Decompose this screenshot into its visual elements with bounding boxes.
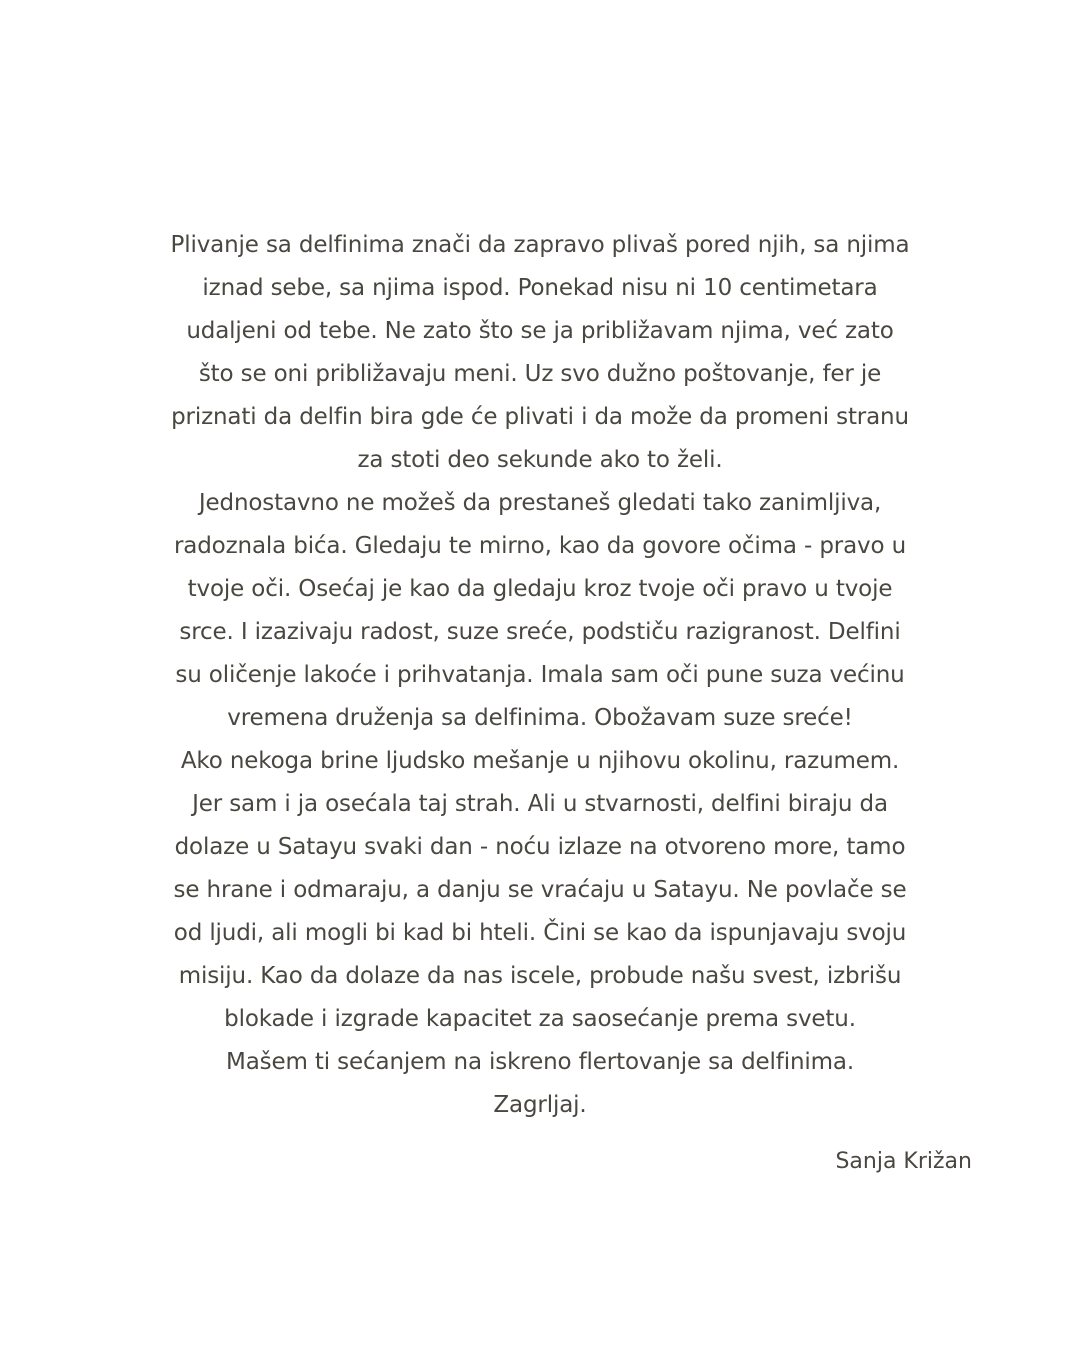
- letter-line-closing: Zagrljaj.: [493, 1092, 587, 1118]
- letter-line: Jednostavno ne možeš da prestaneš gledati tako zanimljiva,: [198, 490, 882, 516]
- signature: Sanja Križan: [835, 1149, 972, 1174]
- letter-line: od ljudi, ali mogli bi kad bi hteli. Čini se kao da ispunjavaju svoju: [173, 920, 907, 946]
- letter-line: Ako nekoga brine ljudsko mešanje u njihovu okolinu, razumem.: [180, 748, 900, 774]
- letter-line: udaljeni od tebe. Ne zato što se ja približavam njima, već zato: [186, 318, 894, 344]
- letter-line: su oličenje lakoće i prihvatanja. Imala sam oči pune suza većinu: [175, 662, 905, 688]
- letter-line: vremena druženja sa delfinima. Obožavam suze sreće!: [227, 705, 853, 731]
- letter-line: radoznala bića. Gledaju te mirno, kao da govore očima - pravo u: [173, 533, 906, 559]
- letter-line: se hrane i odmaraju, a danju se vraćaju u Satayu. Ne povlače se: [173, 877, 907, 903]
- letter-line: Plivanje sa delfinima znači da zapravo plivaš pored njih, sa njima: [170, 232, 910, 258]
- letter-line: blokade i izgrade kapacitet za saosećanje prema svetu.: [224, 1006, 856, 1032]
- letter-line: priznati da delfin bira gde će plivati i da može da promeni stranu: [171, 404, 909, 430]
- letter-line: srce. I izazivaju radost, suze sreće, podstiču razigranost. Delfini: [179, 619, 901, 645]
- letter-line: za stoti deo sekunde ako to želi.: [357, 447, 723, 473]
- letter-line: dolaze u Satayu svaki dan - noću izlaze na otvoreno more, tamo: [174, 834, 906, 860]
- letter-line: Jer sam i ja osećala taj strah. Ali u stvarnosti, delfini biraju da: [192, 791, 888, 817]
- letter-line: Mašem ti sećanjem na iskreno flertovanje sa delfinima.: [226, 1049, 854, 1075]
- letter-line: što se oni približavaju meni. Uz svo dužno poštovanje, fer je: [198, 361, 882, 387]
- letter-line: tvoje oči. Osećaj je kao da gledaju kroz tvoje oči pravo u tvoje: [187, 576, 893, 602]
- letter-line: iznad sebe, sa njima ispod. Ponekad nisu ni 10 centimetara: [202, 275, 878, 301]
- letter-body: [140, 224, 940, 1127]
- letter-line: misiju. Kao da dolaze da nas iscele, probude našu svest, izbrišu: [178, 963, 902, 989]
